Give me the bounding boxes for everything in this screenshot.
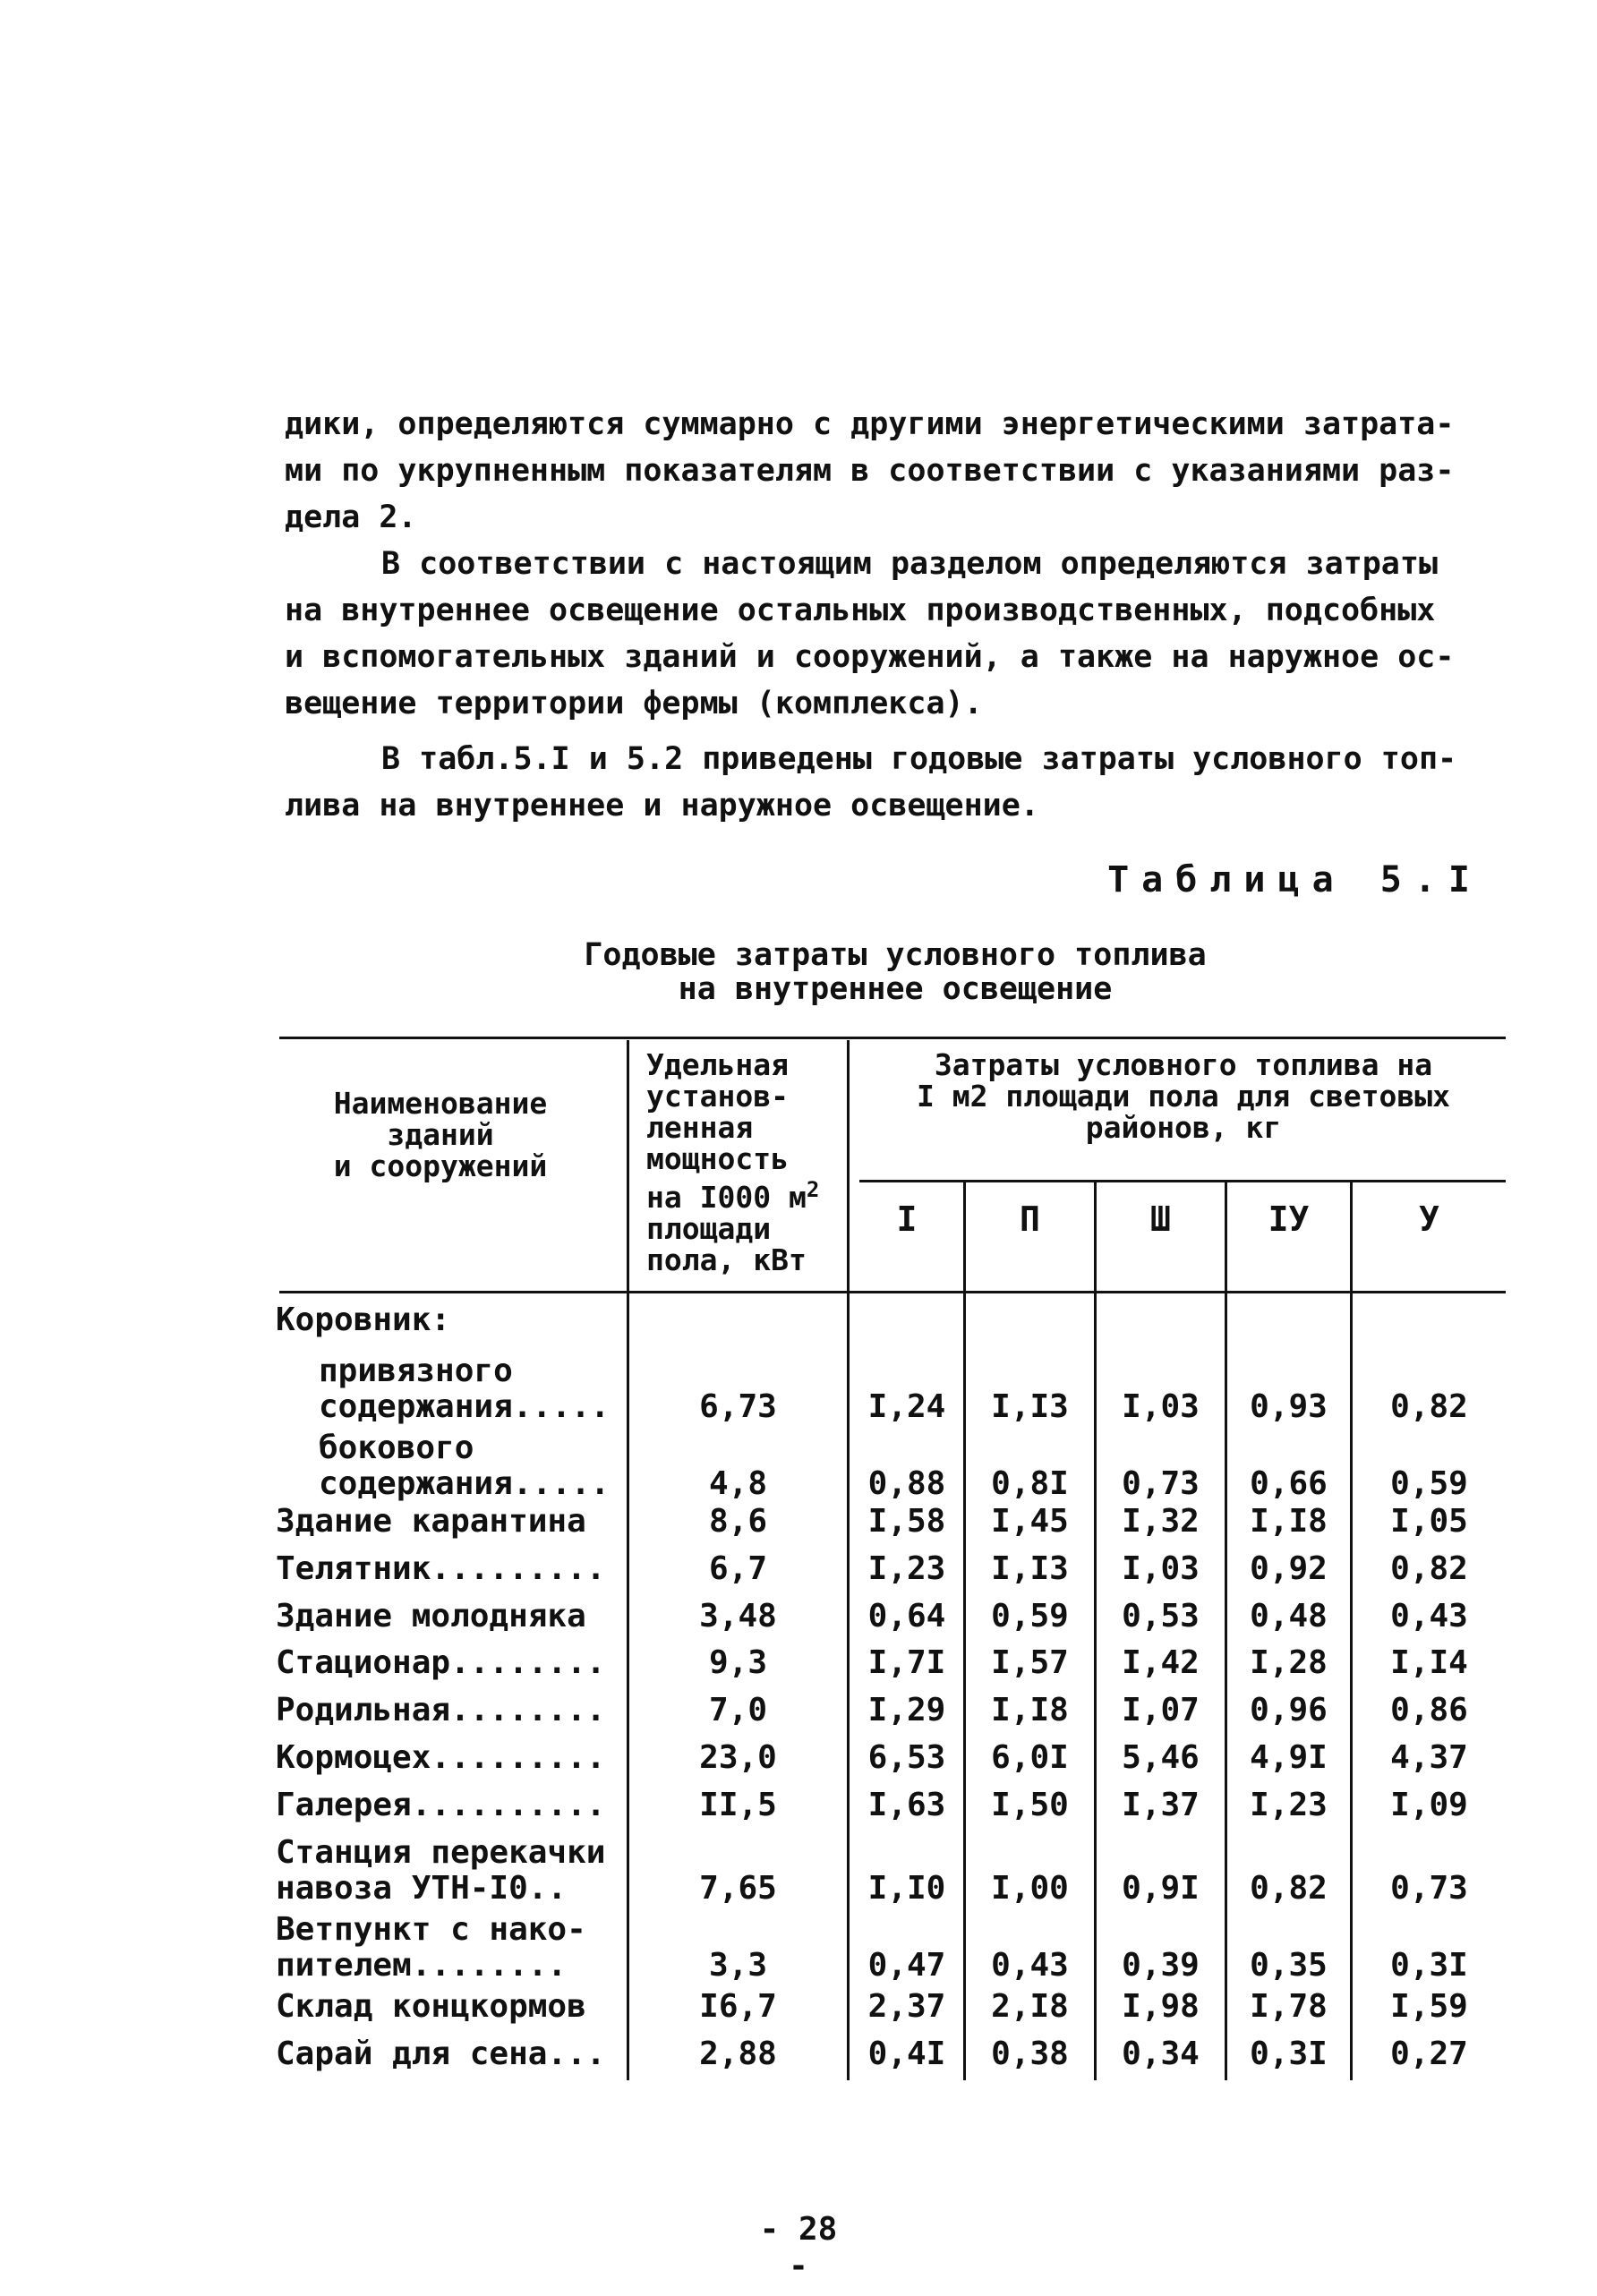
row-power: 7,0: [708, 1692, 768, 1728]
table-label: Таблица 5.I: [1107, 859, 1482, 900]
header-power-sup: 2: [806, 1177, 820, 1202]
row-value-zone-3: 0,53: [1122, 1598, 1200, 1635]
row-value-zone-4: I,78: [1250, 1988, 1328, 2025]
row-value-zone-3: 0,39: [1122, 1947, 1200, 1984]
row-value-zone-5: I,59: [1390, 1988, 1468, 2025]
zone-header-1: I: [896, 1199, 918, 1239]
zone-header-5: У: [1419, 1199, 1439, 1239]
row-name: Станция перекачки навоза УТН-I0..: [276, 1834, 606, 1907]
row-power: 3,48: [699, 1598, 777, 1635]
row-value-zone-2: 2,I8: [991, 1988, 1069, 2025]
row-value-zone-3: I,07: [1122, 1692, 1200, 1728]
row-power: 23,0: [699, 1739, 777, 1776]
header-costs: Затраты условного топлива на I м2 площади пола для световых районов, кг: [916, 1047, 1451, 1145]
row-value-zone-3: I,37: [1122, 1787, 1200, 1823]
row-power: I6,7: [699, 1988, 777, 2025]
row-power: 8,6: [708, 1503, 768, 1540]
row-value-zone-3: I,03: [1122, 1388, 1200, 1425]
row-power: 7,65: [699, 1870, 777, 1907]
row-value-zone-2: 6,0I: [991, 1739, 1069, 1776]
row-value-zone-4: I,23: [1250, 1787, 1328, 1823]
header-power: [646, 1049, 859, 1276]
body-paragraph-2: [285, 541, 1475, 727]
row-name: Кормоцех.........: [276, 1739, 606, 1776]
body-paragraph-3: [285, 736, 1475, 829]
row-value-zone-4: 0,93: [1250, 1388, 1328, 1425]
page-number: - 28 -: [759, 2211, 838, 2284]
row-value-zone-4: I,28: [1250, 1644, 1328, 1681]
table-top-rule: [279, 1037, 1506, 1039]
header-name: Наименование зданий и сооружений: [333, 1086, 548, 1183]
row-value-zone-1: 0,64: [867, 1598, 946, 1635]
row-value-zone-4: 0,66: [1250, 1465, 1328, 1502]
row-value-zone-3: 0,73: [1122, 1465, 1200, 1502]
row-name: Стационар........: [276, 1644, 606, 1681]
row-value-zone-1: I,24: [867, 1388, 946, 1425]
body-paragraph-2-text: В соответствии с настоящим разделом определяются затраты на внутреннее освещение остальных производственных, подсобных и вспомогательных зданий и сооружений, а также на наружное ос- вещение территории фермы (комплекса).: [285, 546, 1455, 721]
row-name: Сарай для сена...: [276, 2036, 606, 2072]
row-value-zone-1: I,58: [867, 1503, 946, 1540]
row-value-zone-5: 0,59: [1390, 1465, 1468, 1502]
row-value-zone-1: I,I0: [867, 1870, 946, 1907]
row-value-zone-4: 0,48: [1250, 1598, 1328, 1635]
row-value-zone-3: 0,34: [1122, 2036, 1200, 2072]
row-value-zone-5: 4,37: [1390, 1739, 1468, 1776]
row-name: Склад концкормов: [276, 1988, 586, 2025]
row-power: 3,3: [708, 1947, 768, 1984]
row-value-zone-2: 0,8I: [991, 1465, 1069, 1502]
row-name: привязного содержания.....: [319, 1353, 611, 1425]
row-value-zone-3: 0,9I: [1122, 1870, 1200, 1907]
row-value-zone-4: 4,9I: [1250, 1739, 1328, 1776]
row-value-zone-1: I,29: [867, 1692, 946, 1728]
row-value-zone-5: 0,82: [1390, 1388, 1468, 1425]
row-value-zone-2: 0,59: [991, 1598, 1069, 1635]
row-value-zone-4: I,I8: [1250, 1503, 1328, 1540]
header-power-tail: площади пола, кВт: [646, 1211, 807, 1277]
body-paragraph-1: дики, определяются суммарно с другими энергетическими затрата- ми по укрупненным показателям в соответствии с указаниями раз- дела 2.: [285, 406, 1455, 535]
row-value-zone-3: I,32: [1122, 1503, 1200, 1540]
row-power: II,5: [699, 1787, 777, 1823]
row-value-zone-1: 2,37: [867, 1988, 946, 2025]
row-value-zone-3: I,98: [1122, 1988, 1200, 2025]
row-value-zone-2: 0,43: [991, 1947, 1069, 1984]
row-value-zone-1: 0,4I: [867, 2036, 946, 2072]
row-value-zone-5: I,05: [1390, 1503, 1468, 1540]
row-value-zone-1: I,63: [867, 1787, 946, 1823]
zone-header-2: П: [1020, 1199, 1040, 1239]
row-value-zone-2: I,50: [991, 1787, 1069, 1823]
row-value-zone-1: I,7I: [867, 1644, 946, 1681]
zone-header-rule: [859, 1180, 1506, 1182]
row-value-zone-3: I,03: [1122, 1550, 1200, 1587]
row-value-zone-5: 0,3I: [1390, 1947, 1468, 1984]
zone-header-3: Ш: [1150, 1199, 1171, 1239]
row-value-zone-5: I,I4: [1390, 1644, 1468, 1681]
zone-header-4: IУ: [1268, 1199, 1310, 1239]
row-value-zone-1: 0,88: [867, 1465, 946, 1502]
row-power: 2,88: [699, 2036, 777, 2072]
row-value-zone-5: 0,27: [1390, 2036, 1468, 2072]
row-value-zone-2: I,I3: [991, 1550, 1069, 1587]
row-value-zone-4: 0,35: [1250, 1947, 1328, 1984]
row-value-zone-1: I,23: [867, 1550, 946, 1587]
row-name: Галерея..........: [276, 1787, 606, 1823]
row-name: Ветпункт с нако- пителем........: [276, 1911, 586, 1984]
row-power: 4,8: [708, 1465, 768, 1502]
row-value-zone-5: 0,82: [1390, 1550, 1468, 1587]
row-value-zone-5: 0,43: [1390, 1598, 1468, 1635]
row-value-zone-4: 0,3I: [1250, 2036, 1328, 2072]
row-name: Коровник:: [276, 1302, 451, 1338]
row-value-zone-2: I,00: [991, 1870, 1069, 1907]
row-power: 6,7: [708, 1550, 768, 1587]
row-value-zone-2: I,I3: [991, 1388, 1069, 1425]
row-value-zone-2: I,45: [991, 1503, 1069, 1540]
row-value-zone-4: 0,96: [1250, 1692, 1328, 1728]
header-power-text: Удельная установ- ленная мощность на I000 м: [646, 1047, 807, 1215]
header-bottom-rule: [279, 1291, 1506, 1293]
row-name: бокового содержания.....: [319, 1430, 611, 1502]
row-value-zone-2: I,57: [991, 1644, 1069, 1681]
row-power: 6,73: [699, 1388, 777, 1425]
row-value-zone-3: I,42: [1122, 1644, 1200, 1681]
row-power: 9,3: [708, 1644, 768, 1681]
row-value-zone-4: 0,92: [1250, 1550, 1328, 1587]
row-name: Здание карантина: [276, 1503, 586, 1540]
row-value-zone-5: I,09: [1390, 1787, 1468, 1823]
table-title: Годовые затраты условного топлива на внутреннее освещение: [584, 937, 1207, 1007]
row-value-zone-3: 5,46: [1122, 1739, 1200, 1776]
body-paragraph-3-text: В табл.5.I и 5.2 приведены годовые затраты условного топ- лива на внутреннее и наружное освещение.: [285, 741, 1457, 824]
row-name: Родильная........: [276, 1692, 606, 1728]
row-name: Здание молодняка: [276, 1598, 586, 1635]
row-value-zone-1: 0,47: [867, 1947, 946, 1984]
row-value-zone-1: 6,53: [867, 1739, 946, 1776]
row-value-zone-2: 0,38: [991, 2036, 1069, 2072]
row-value-zone-5: 0,73: [1390, 1870, 1468, 1907]
row-name: Телятник.........: [276, 1550, 606, 1587]
row-value-zone-5: 0,86: [1390, 1692, 1468, 1728]
row-value-zone-2: I,I8: [991, 1692, 1069, 1728]
row-value-zone-4: 0,82: [1250, 1870, 1328, 1907]
